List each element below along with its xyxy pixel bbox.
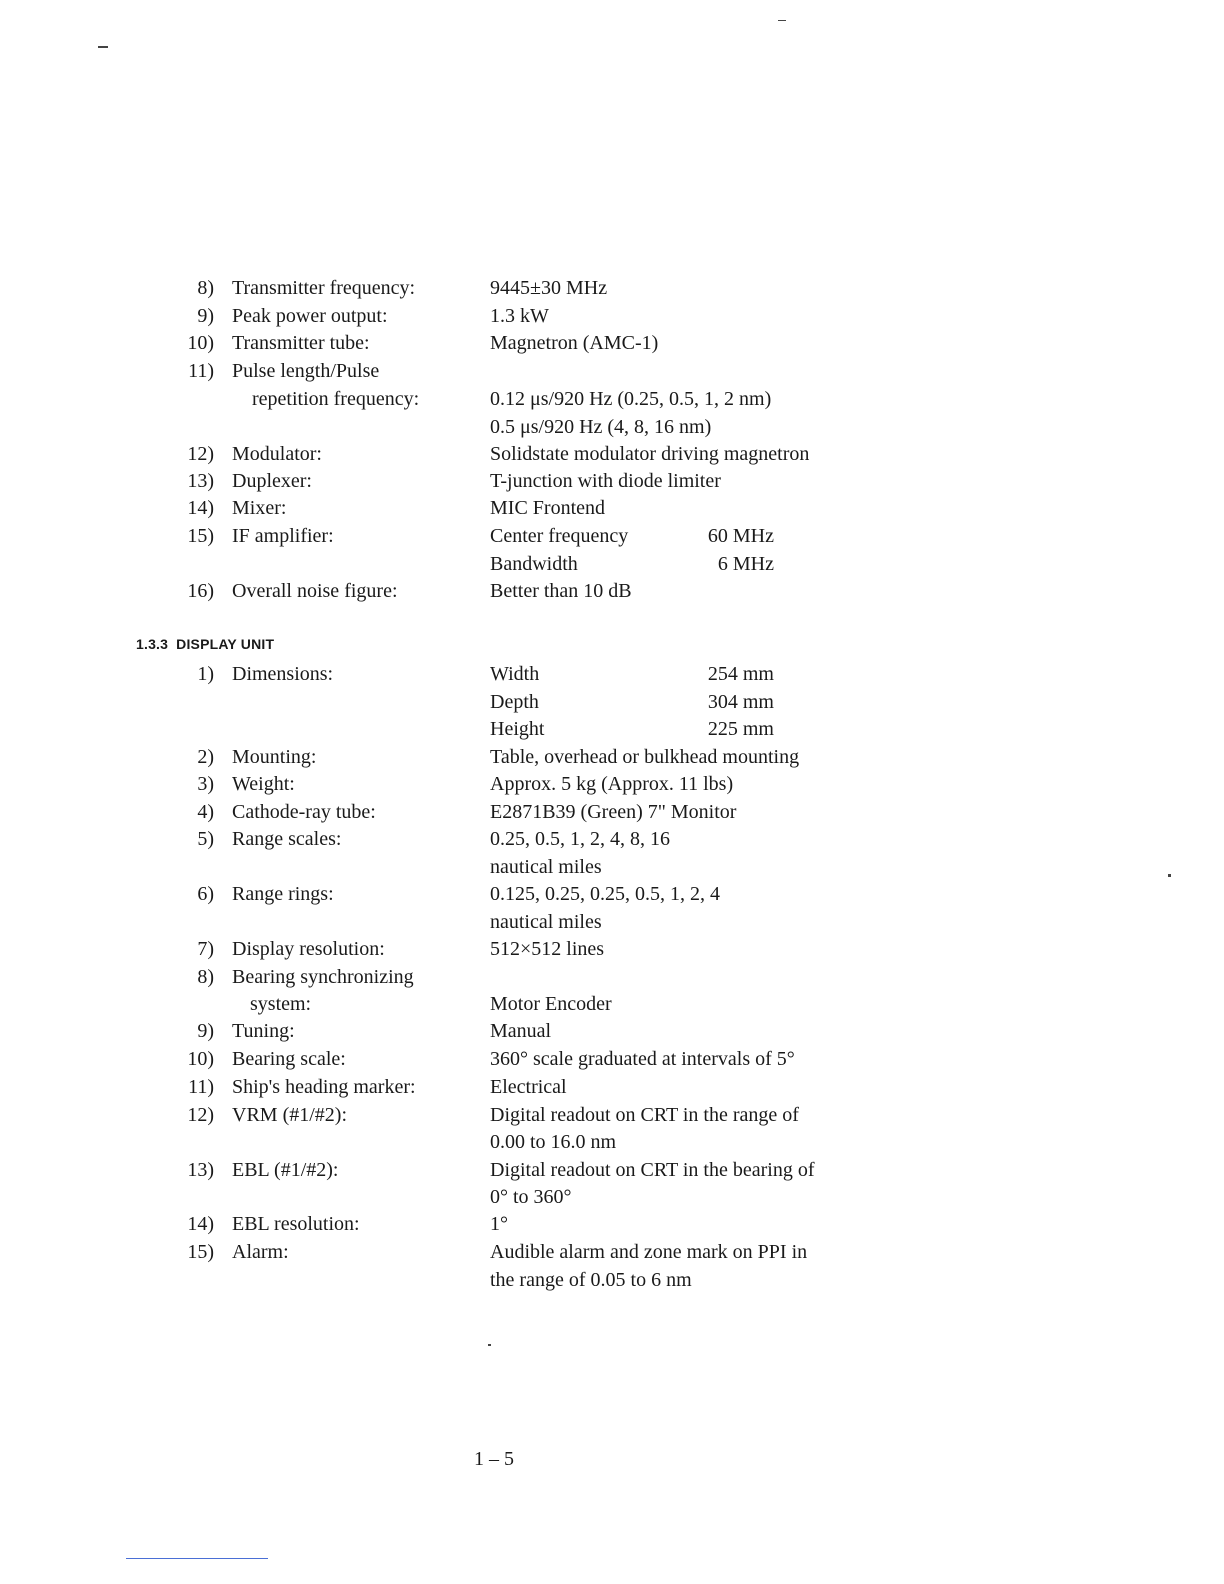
spec-row-pulse-length-cont: [0, 385, 1224, 413]
item-value: T-junction with diode limiter: [490, 470, 721, 492]
item-value: 0.00 to 16.0 nm: [490, 1131, 617, 1153]
item-value: 0.125, 0.25, 0.25, 0.5, 1, 2, 4: [490, 883, 720, 905]
item-label: EBL resolution:: [232, 1213, 360, 1235]
spec-row-peak-power: [0, 302, 1224, 330]
item-value: 9445±30 MHz: [490, 277, 608, 299]
item-label-continuation: system:: [250, 993, 312, 1015]
item-label: Weight:: [232, 773, 295, 795]
spec-row-bearing-scale: [0, 1045, 1224, 1073]
item-label: Range scales:: [232, 828, 342, 850]
spec-row-range-scales: [0, 825, 1224, 853]
item-label-continuation: repetition frequency:: [252, 388, 420, 410]
item-subkey: Center frequency: [490, 525, 629, 547]
item-number: 13): [187, 1159, 214, 1181]
item-value: 0.5 μs/920 Hz (4, 8, 16 nm): [490, 416, 712, 438]
spec-row-modulator: [0, 440, 1224, 468]
item-number: 13): [187, 470, 214, 492]
item-number: 9): [197, 305, 214, 327]
spec-row-display-resolution: [0, 935, 1224, 963]
spec-row-range-scales-cont: [0, 853, 1224, 881]
item-number: 8): [197, 277, 214, 299]
item-number: 15): [187, 1241, 214, 1263]
item-value: Electrical: [490, 1076, 567, 1098]
spec-row-dimensions: [0, 660, 1224, 688]
item-value: Digital readout on CRT in the range of: [490, 1104, 799, 1126]
item-number: 3): [197, 773, 214, 795]
spec-row-ebl: [0, 1156, 1224, 1184]
item-subvalue: 304 mm: [707, 691, 774, 713]
item-number: 8): [197, 966, 214, 988]
item-label: Dimensions:: [232, 663, 334, 685]
spec-row-heading-marker: [0, 1073, 1224, 1101]
item-label: Pulse length/Pulse: [232, 360, 380, 382]
item-number: 15): [187, 525, 214, 547]
item-value: Digital readout on CRT in the bearing of: [490, 1159, 815, 1181]
item-value: 512×512 lines: [490, 938, 605, 960]
item-number: 10): [187, 332, 214, 354]
item-number: 10): [187, 1048, 214, 1070]
section-title: DISPLAY UNIT: [176, 636, 275, 652]
spec-row-tuning: [0, 1017, 1224, 1045]
item-number: 5): [197, 828, 214, 850]
spec-row-range-rings: [0, 880, 1224, 908]
item-value: 0° to 360°: [490, 1186, 572, 1208]
spec-row-transmitter-tube: [0, 329, 1224, 357]
spec-row-vrm-cont: [0, 1128, 1224, 1156]
item-number: 11): [188, 1076, 214, 1098]
spec-row-bearing-sync-cont: [0, 990, 1224, 1018]
item-number: 7): [197, 938, 214, 960]
item-label: Peak power output:: [232, 305, 388, 327]
item-subvalue: 225 mm: [707, 718, 774, 740]
item-subkey: Width: [490, 663, 540, 685]
item-value: 0.25, 0.5, 1, 2, 4, 8, 16: [490, 828, 670, 850]
scan-speck: [1168, 874, 1171, 877]
spec-row-mixer: [0, 494, 1224, 522]
item-value: Motor Encoder: [490, 993, 612, 1015]
item-label: Tuning:: [232, 1020, 295, 1042]
item-label: Transmitter frequency:: [232, 277, 416, 299]
item-value: E2871B39 (Green) 7" Monitor: [490, 801, 737, 823]
item-value: nautical miles: [490, 856, 602, 878]
item-subkey: Height: [490, 718, 545, 740]
spec-row-mounting: [0, 743, 1224, 771]
bottom-rule: [126, 1558, 268, 1559]
item-number: 1): [197, 663, 214, 685]
item-value: 360° scale graduated at intervals of 5°: [490, 1048, 795, 1070]
item-label: Modulator:: [232, 443, 322, 465]
spec-row-vrm: [0, 1101, 1224, 1129]
item-label: Overall noise figure:: [232, 580, 398, 602]
item-number: 9): [197, 1020, 214, 1042]
item-subkey: Depth: [490, 691, 539, 713]
item-label: Mounting:: [232, 746, 317, 768]
item-subvalue: 6 MHz: [717, 553, 774, 575]
section-heading: [136, 636, 274, 652]
spec-row-ebl-cont: [0, 1183, 1224, 1211]
page-number-text: 1 – 5: [474, 1448, 514, 1470]
scan-speck: [98, 46, 108, 48]
spec-row-if-amplifier-bandwidth: [0, 550, 1224, 578]
item-value: 1.3 kW: [490, 305, 549, 327]
item-label: IF amplifier:: [232, 525, 334, 547]
item-label: EBL (#1/#2):: [232, 1159, 339, 1181]
spec-row-ebl-resolution: [0, 1210, 1224, 1238]
item-value: nautical miles: [490, 911, 602, 933]
item-number: 16): [187, 580, 214, 602]
item-value: MIC Frontend: [490, 497, 605, 519]
item-number: 12): [187, 443, 214, 465]
spec-row-bearing-sync: [0, 963, 1224, 991]
item-label: Mixer:: [232, 497, 287, 519]
spec-row-alarm-cont: [0, 1266, 1224, 1294]
item-label: Bearing scale:: [232, 1048, 346, 1070]
item-label: Bearing synchronizing: [232, 966, 414, 988]
item-label: Alarm:: [232, 1241, 289, 1263]
item-value: 1°: [490, 1213, 508, 1235]
item-label: Transmitter tube:: [232, 332, 370, 354]
item-subvalue: 60 MHz: [707, 525, 774, 547]
item-value: Magnetron (AMC-1): [490, 332, 659, 354]
item-value: the range of 0.05 to 6 nm: [490, 1269, 692, 1291]
item-number: 12): [187, 1104, 214, 1126]
item-label: Range rings:: [232, 883, 334, 905]
spec-row-if-amplifier: [0, 522, 1224, 550]
item-number: 2): [197, 746, 214, 768]
item-number: 14): [187, 497, 214, 519]
item-label: Display resolution:: [232, 938, 385, 960]
item-value: Audible alarm and zone mark on PPI in: [490, 1241, 808, 1263]
item-label: Cathode-ray tube:: [232, 801, 376, 823]
item-subvalue: 254 mm: [707, 663, 774, 685]
scan-speck: [488, 1344, 491, 1346]
item-value: Better than 10 dB: [490, 580, 632, 602]
item-label: VRM (#1/#2):: [232, 1104, 347, 1126]
item-value: Manual: [490, 1020, 552, 1042]
item-label: Duplexer:: [232, 470, 312, 492]
item-label: Ship's heading marker:: [232, 1076, 416, 1098]
spec-row-noise-figure: [0, 577, 1224, 605]
item-value: Approx. 5 kg (Approx. 11 lbs): [490, 773, 734, 795]
scan-speck: [778, 20, 786, 21]
section-number: 1.3.3: [136, 636, 169, 652]
spec-row-duplexer: [0, 467, 1224, 495]
spec-row-dimensions-depth: [0, 688, 1224, 716]
item-number: 4): [197, 801, 214, 823]
spec-row-pulse-length: [0, 357, 1224, 385]
spec-row-crt: [0, 798, 1224, 826]
spec-row-weight: [0, 770, 1224, 798]
item-number: 6): [197, 883, 214, 905]
spec-row-pulse-length-cont2: [0, 413, 1224, 441]
item-value: Table, overhead or bulkhead mounting: [490, 746, 800, 768]
item-number: 14): [187, 1213, 214, 1235]
spec-row-transmitter-frequency: [0, 274, 1224, 302]
item-value: 0.12 μs/920 Hz (0.25, 0.5, 1, 2 nm): [490, 388, 772, 410]
spec-row-alarm: [0, 1238, 1224, 1266]
spec-row-dimensions-height: [0, 715, 1224, 743]
item-subkey: Bandwidth: [490, 553, 578, 575]
item-value: Solidstate modulator driving magnetron: [490, 443, 810, 465]
spec-row-range-rings-cont: [0, 908, 1224, 936]
item-number: 11): [188, 360, 214, 382]
